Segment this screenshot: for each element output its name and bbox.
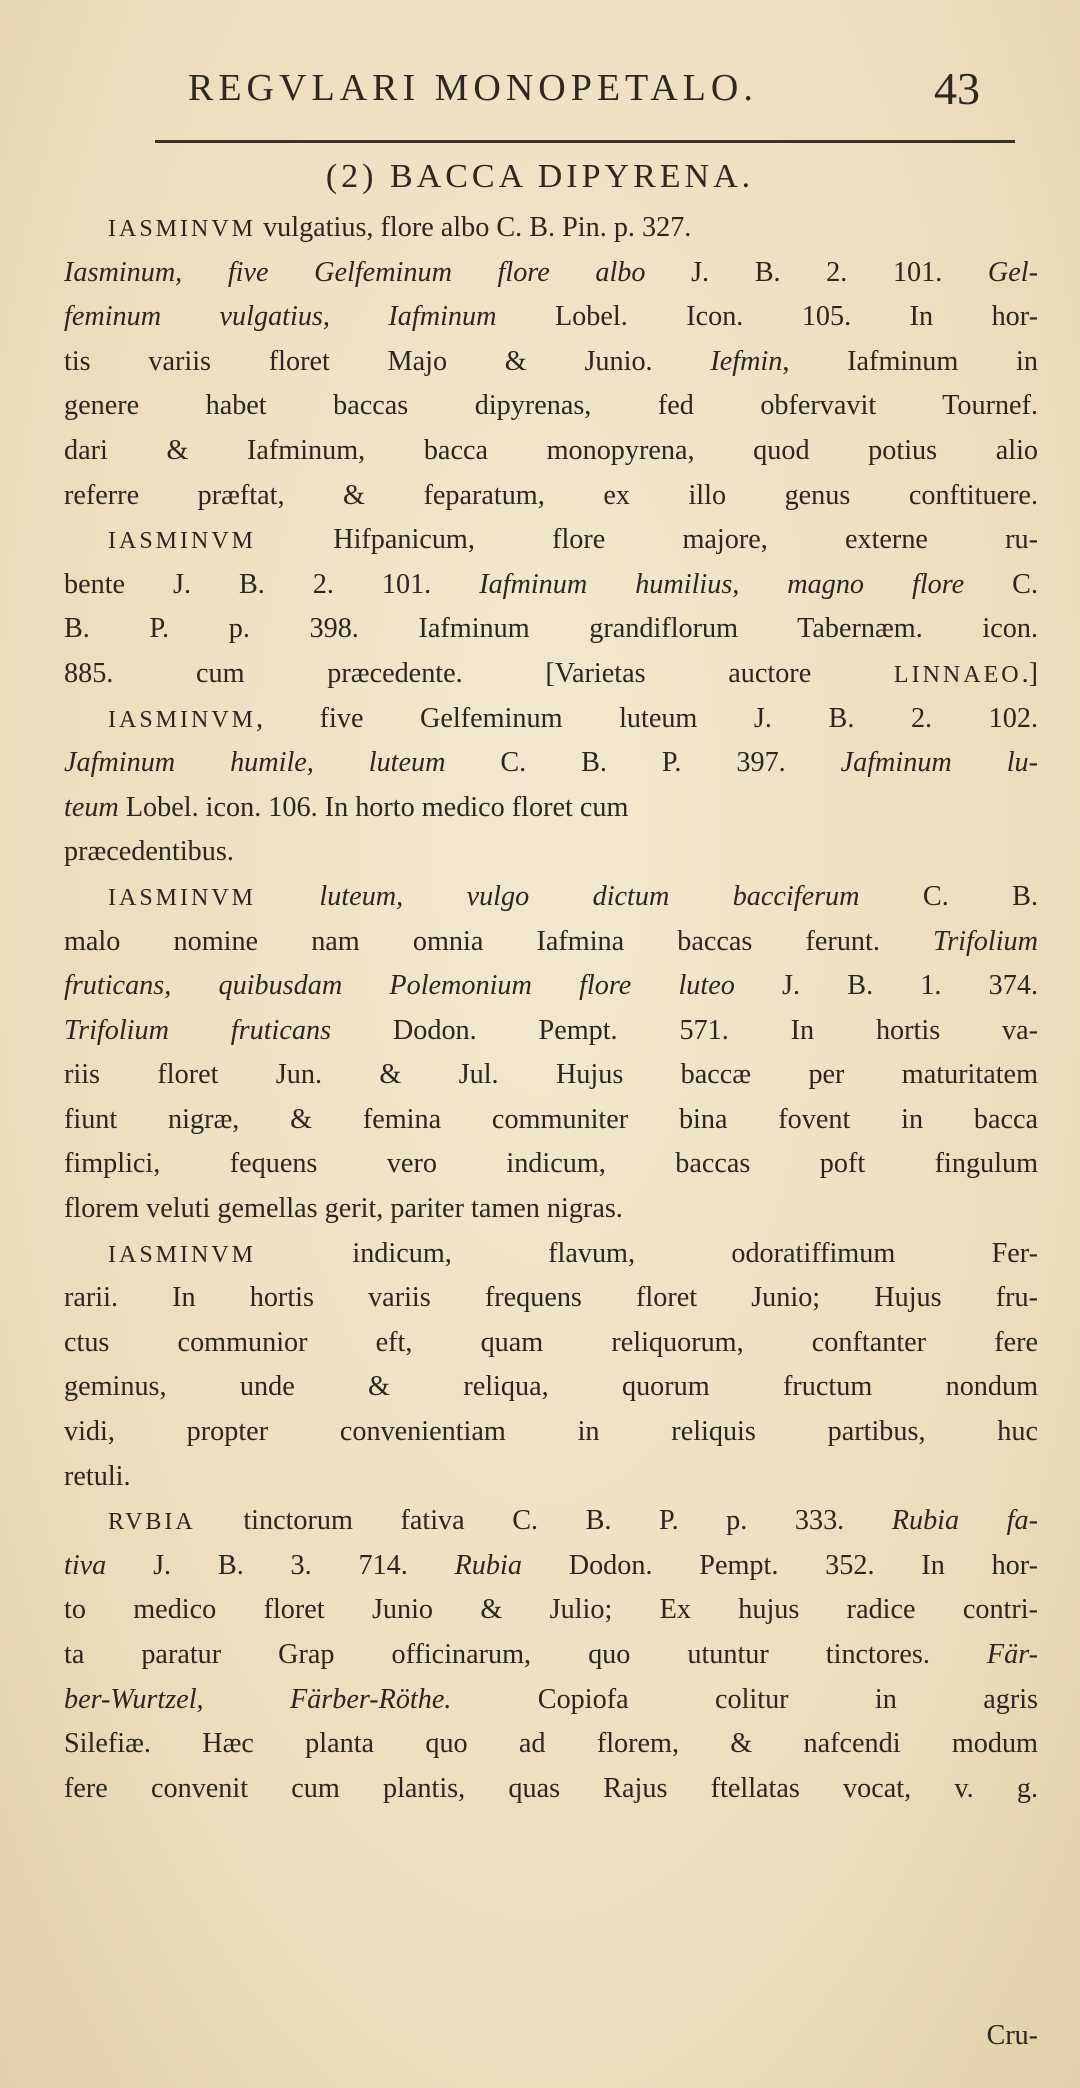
text-line <box>64 741 1038 786</box>
text-line <box>64 697 1038 742</box>
text-line <box>64 295 1038 340</box>
text-run: to medico floret Junio & Julio; Ex hujus radice contri- <box>64 1594 1038 1626</box>
text-line <box>64 1499 1038 1544</box>
text-line <box>64 1544 1038 1589</box>
text-run: indicum, flavum, odoratiffimum Fer- <box>256 1237 1038 1269</box>
entry-name: IASMINVM <box>108 1241 257 1268</box>
text-line <box>64 340 1038 385</box>
text-line <box>64 830 1038 875</box>
text-line <box>64 1053 1038 1098</box>
text-run: ta paratur Grap officinarum, quo utuntur tinctores. <box>64 1639 987 1670</box>
text-line <box>64 1767 1038 1812</box>
entry-name: LINNAEO <box>893 661 1022 688</box>
text-run: præcedentibus. <box>64 836 234 868</box>
text-run: rarii. In hortis variis frequens floret Junio; Hujus fru- <box>64 1282 1038 1314</box>
entry-name: IASMINVM <box>108 216 257 242</box>
text-run: Lobel. Icon. 105. In hor- <box>496 301 1038 333</box>
italic-text: fruticans, quibusdam Polemonium flore luteo <box>64 970 735 1002</box>
text-run: Dodon. Pempt. 571. In hortis va- <box>331 1014 1039 1046</box>
text-run: Dodon. Pempt. 352. In hor- <box>521 1549 1038 1581</box>
italic-text: Iafminum humilius, magno flore <box>479 568 965 600</box>
text-line <box>64 964 1038 1009</box>
text-line <box>64 518 1038 563</box>
italic-text: Iefmin <box>710 345 783 377</box>
text-line <box>64 429 1038 474</box>
text-line <box>64 1232 1038 1277</box>
text-run: B. P. p. 398. Iafminum grandiflorum Tabernæm. icon. <box>64 613 1038 645</box>
text-run: , Iafminum in <box>782 345 1038 377</box>
body-text <box>64 206 1038 1811</box>
text-run: C. B. <box>859 880 1038 912</box>
italic-text: teum <box>64 791 119 823</box>
italic-text: Rubia <box>454 1549 522 1581</box>
page-number: 43 <box>934 63 980 114</box>
text-line <box>64 607 1038 652</box>
text-line <box>64 1098 1038 1143</box>
catchword: Cru- <box>986 2020 1038 2051</box>
text-line <box>64 1321 1038 1366</box>
text-run: malo nomine nam omnia Iafmina baccas ferunt. <box>64 925 934 957</box>
text-run <box>256 881 319 912</box>
text-line <box>64 1722 1038 1767</box>
text-run: genere habet baccas dipyrenas, fed obfervavit Tournef. <box>64 390 1038 422</box>
text-run: vidi, propter convenientiam in reliquis partibus, huc <box>64 1416 1038 1448</box>
text-line <box>64 1588 1038 1633</box>
text-run: riis floret Jun. & Jul. Hujus baccæ per maturitatem <box>64 1059 1038 1091</box>
text-line <box>64 384 1038 429</box>
entry-name: IASMINVM <box>108 706 257 733</box>
running-head: REGVLARI MONOPETALO. <box>188 67 758 109</box>
text-run: ctus communior eft, quam reliquorum, conftanter fere <box>64 1326 1038 1358</box>
text-line <box>64 1678 1038 1723</box>
text-line <box>64 1410 1038 1455</box>
text-line <box>64 1455 1038 1500</box>
text-run: Silefiæ. Hæc planta quo ad florem, & nafcendi modum <box>64 1728 1038 1760</box>
italic-text: Jafminum humile, luteum <box>64 747 446 779</box>
text-line <box>64 474 1038 519</box>
text-run: .] <box>1021 657 1038 689</box>
text-line <box>64 563 1038 608</box>
italic-text: Fär- <box>986 1639 1038 1670</box>
text-line <box>64 1142 1038 1187</box>
text-line <box>64 1009 1038 1054</box>
text-run: bente J. B. 2. 101. <box>64 568 480 600</box>
text-run: retuli. <box>64 1460 131 1492</box>
text-line <box>64 786 1038 831</box>
text-run: dari & Iafminum, bacca monopyrena, quod potius alio <box>64 434 1038 466</box>
text-run: geminus, unde & reliqua, quorum fructum nondum <box>64 1371 1038 1403</box>
text-run: J. B. 1. 374. <box>734 970 1038 1002</box>
italic-text: ber-Wurtzel, Färber-Röthe. <box>64 1683 452 1715</box>
italic-text: Gel- <box>987 256 1038 288</box>
text-run: fere convenit cum plantis, quas Rajus ftellatas vocat, v. g. <box>64 1772 1038 1804</box>
text-run: fimplici, fequens vero indicum, baccas poft fingulum <box>64 1148 1038 1180</box>
italic-text: Jafminum lu- <box>840 747 1039 779</box>
section-title: (2) BACCA DIPYRENA. <box>325 158 755 195</box>
italic-text: Rubia fa- <box>891 1505 1038 1537</box>
text-run: florem veluti gemellas gerit, pariter tamen nigras. <box>64 1193 623 1225</box>
text-line <box>64 1633 1038 1678</box>
text-run: fiunt nigræ, & femina communiter bina fovent in bacca <box>64 1103 1038 1135</box>
text-run: referre præftat, & feparatum, ex illo genus conftituere. <box>64 479 1038 511</box>
text-run: tis variis floret Majo & Junio. <box>64 345 711 377</box>
text-line <box>64 1365 1038 1410</box>
text-line <box>64 251 1038 296</box>
page-header <box>150 62 1030 132</box>
text-run: tinctorum fativa C. B. P. p. 333. <box>195 1505 892 1537</box>
text-line <box>64 1187 1038 1232</box>
italic-text: feminum vulgatius, Iafminum <box>64 301 497 333</box>
text-run: Hifpanicum, flore majore, externe ru- <box>256 524 1038 556</box>
text-run: , five Gelfeminum luteum J. B. 2. 102. <box>256 702 1038 734</box>
entry-name: IASMINVM <box>108 528 257 555</box>
text-run: Lobel. icon. 106. In horto medico floret cum <box>118 791 629 823</box>
text-line <box>64 652 1038 697</box>
header-rule <box>155 140 1015 143</box>
italic-text: Iasminum, five Gelfeminum flore albo <box>64 256 646 288</box>
entry-name: RVBIA <box>108 1509 196 1536</box>
text-run: vulgatius, flore albo C. B. Pin. p. 327. <box>256 212 692 243</box>
text-run: J. B. 2. 101. <box>645 256 988 288</box>
text-run: Copiofa colitur in agris <box>451 1683 1039 1715</box>
italic-text: luteum, vulgo dictum bacciferum <box>319 880 860 912</box>
text-line <box>64 920 1038 965</box>
text-line <box>64 206 1038 251</box>
text-run: C. <box>964 568 1038 600</box>
text-line <box>64 1276 1038 1321</box>
italic-text: Trifolium <box>933 925 1038 957</box>
entry-name: IASMINVM <box>108 884 257 911</box>
text-run: C. B. P. 397. <box>445 747 841 779</box>
text-run: 885. cum præcedente. [Varietas auctore <box>64 657 894 689</box>
italic-text: Trifolium fruticans <box>64 1014 332 1046</box>
text-run: J. B. 3. 714. <box>106 1549 455 1581</box>
italic-text: tiva <box>64 1549 107 1581</box>
text-line <box>64 875 1038 920</box>
